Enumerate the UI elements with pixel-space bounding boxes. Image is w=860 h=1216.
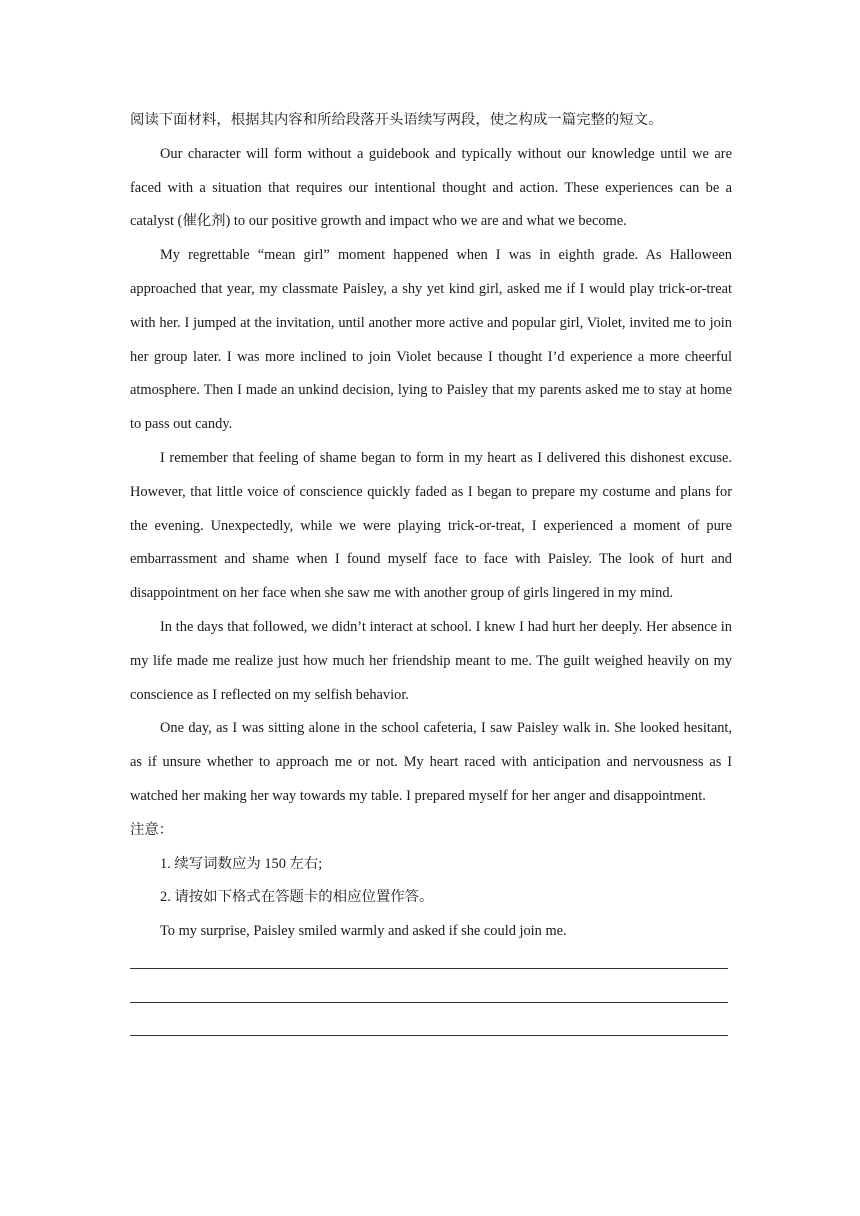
instruction-text: 阅读下面材料，根据其内容和所给段落开头语续写两段，使之构成一篇完整的短文。 <box>130 112 663 128</box>
answer-line-2[interactable] <box>130 983 732 1017</box>
paragraph-3: I remember that feeling of shame began to form in my heart as I delivered this dishonest excuse. However, that little voice of conscience quickly faded as I began to prepare my costume and plans for the evening. Unexpectedly, while we were playing trick-or-treat, I experienced a moment of pure embarrassment and shame when I found myself face to face with Paisley. The look of hurt and disappointment on her face when she saw me with another group of girls lingered in my mind. <box>130 449 732 602</box>
answer-line-3[interactable] <box>130 1017 732 1051</box>
note-item-2: 2. 请按如下格式在答题卡的相应位置作答。 <box>160 889 434 906</box>
answer-line-1[interactable] <box>130 949 732 983</box>
document-page <box>130 104 732 1050</box>
paragraph-1: Our character will form without a guidebook and typically without our knowledge until we are faced with a situation that requires our intentional thought and action. These experiences can be a catalyst (催化剂) to our positive growth and impact who we are and what we become. <box>130 145 732 230</box>
paragraph-4: In the days that followed, we didn’t interact at school. I knew I had hurt her deeply. Her absence in my life made me realize just how much her friendship meant to me. The guilt weighed heavily on my conscience as I reflected on my selfish behavior. <box>130 618 732 703</box>
continuation-opening: To my surprise, Paisley smiled warmly and asked if she could join me. <box>160 923 567 940</box>
note-label: 注意： <box>130 821 174 838</box>
paragraph-2: My regrettable “mean girl” moment happened when I was in eighth grade. As Halloween approached that year, my classmate Paisley, a shy yet kind girl, asked me if I would play trick-or-treat with her. I jumped at the invitation, until another more active and popular girl, Violet, invited me to join her group later. I was more inclined to join Violet because I thought I’d experience a more cheerful atmosphere. Then I made an unkind decision, lying to Paisley that my parents asked me to stay at home to pass out candy. <box>130 247 732 433</box>
paragraph-5: One day, as I was sitting alone in the school cafeteria, I saw Paisley walk in. She looked hesitant, as if unsure whether to approach me or not. My heart raced with anticipation and nervousness as I watched her making her way towards my table. I prepared myself for her anger and disappointment. <box>130 720 732 804</box>
note-item-1: 1. 续写词数应为 150 左右; <box>160 855 323 872</box>
